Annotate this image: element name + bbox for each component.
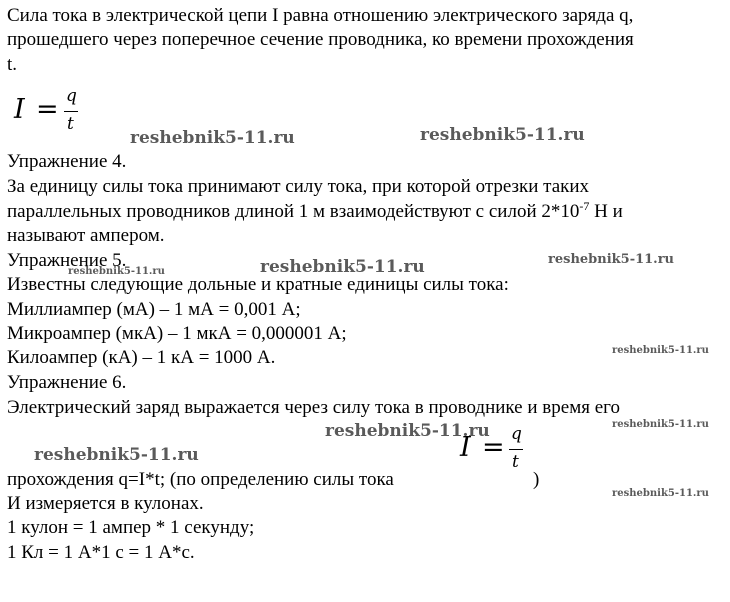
formula-denominator: t <box>512 452 519 472</box>
text-line: прошедшего через поперечное сечение проводника, ко времени прохождения <box>7 29 634 50</box>
text-line: Электрический заряд выражается через силу тока в проводнике и время его <box>7 397 620 418</box>
formula-numerator: q <box>66 86 77 106</box>
formula-denominator: t <box>67 114 74 134</box>
watermark: reshebnik5-11.ru <box>612 345 709 356</box>
exercise-5-heading: Упражнение 5. <box>7 250 127 271</box>
text-line: 1 кулон = 1 ампер * 1 секунду; <box>7 517 255 538</box>
watermark: reshebnik5-11.ru <box>612 419 709 430</box>
watermark: reshebnik5-11.ru <box>34 445 199 465</box>
watermark: reshebnik5-11.ru <box>420 125 585 145</box>
formula-equals: = <box>482 432 505 463</box>
text-line: За единицу силы тока принимают силу тока, при которой отрезки таких <box>7 176 590 197</box>
formula-numerator: q <box>511 424 522 444</box>
text-line: И измеряется в кулонах. <box>7 493 204 514</box>
watermark: reshebnik5-11.ru <box>325 421 490 441</box>
formula-equals: = <box>36 94 59 125</box>
text-line: Известны следующие дольные и кратные единицы силы тока: <box>7 274 509 295</box>
watermark: reshebnik5-11.ru <box>612 488 709 499</box>
text-line: Микроампер (мкА) – 1 мкА = 0,000001 А; <box>7 323 347 344</box>
text-line: называют ампером. <box>7 225 165 246</box>
watermark: reshebnik5-11.ru <box>260 257 425 277</box>
watermark: reshebnik5-11.ru <box>130 128 295 148</box>
formula-lhs: I <box>14 94 25 125</box>
text-line: Килоампер (кА) – 1 кА = 1000 А. <box>7 347 276 368</box>
text-line: прохождения q=I*t; (по определению силы тока <box>7 469 394 490</box>
exercise-4-heading: Упражнение 4. <box>7 151 127 172</box>
watermark: reshebnik5-11.ru <box>548 252 675 267</box>
formula-lhs: I <box>460 432 471 463</box>
formula-current <box>460 424 530 478</box>
fraction-bar <box>509 449 523 450</box>
closing-paren: ) <box>533 469 540 490</box>
text-line: Миллиампер (мА) – 1 мА = 0,001 А; <box>7 299 301 320</box>
exponent: -7 <box>579 199 590 213</box>
fraction-bar <box>64 111 78 112</box>
text-span: параллельных проводников длиной 1 м взаимодействуют с силой 2*10 <box>7 201 580 222</box>
text-span: Н и <box>589 201 623 222</box>
formula-current <box>14 88 84 138</box>
text-line: t. <box>7 54 18 75</box>
watermark: reshebnik5-11.ru <box>68 266 165 277</box>
text-line: 1 Кл = 1 А*1 с = 1 А*с. <box>7 542 195 563</box>
exercise-6-heading: Упражнение 6. <box>7 372 127 393</box>
text-line: Сила тока в электрической цепи I равна отношению электрического заряда q, <box>7 5 634 26</box>
text-line <box>7 200 623 224</box>
